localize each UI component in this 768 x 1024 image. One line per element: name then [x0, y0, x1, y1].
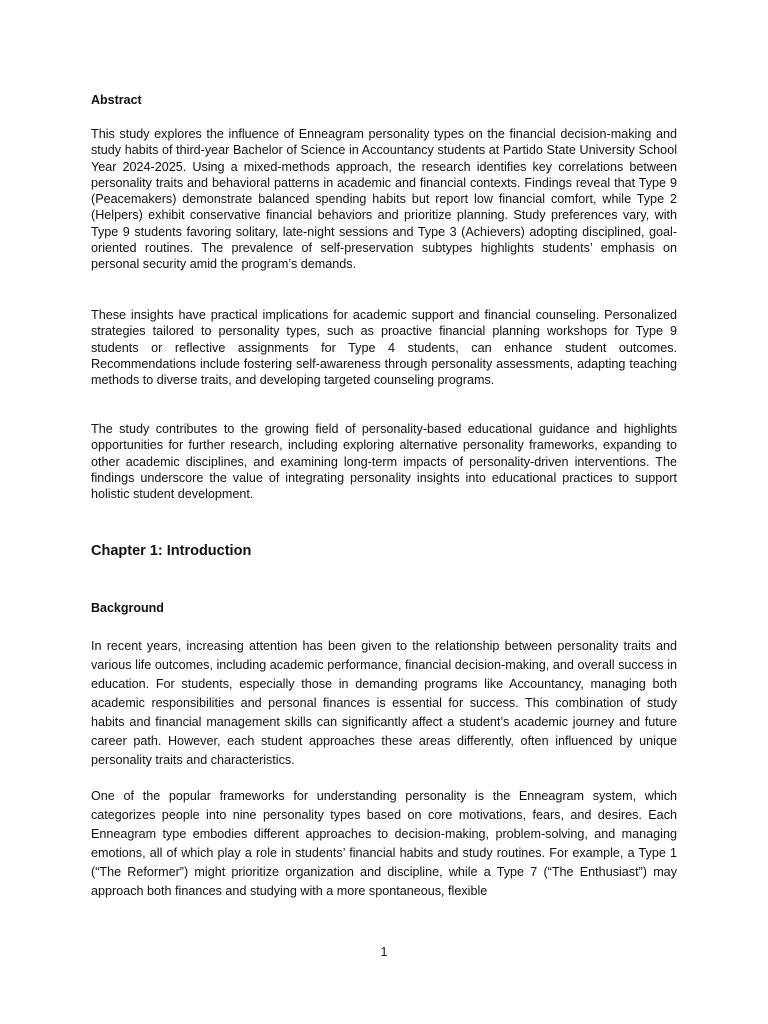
body-paragraph: One of the popular frameworks for understanding personality is the Enneagram system, which categorizes people into nine personality types based on core motivations, fears, and desires. Each Enneagram type embodies different approaches to decision-making, problem-solving, and managing emotions, all of which play a role in students’ financial habits and study routines. For example, a Type 1 (“The Reformer”) might prioritize organization and discipline, while a Type 7 (“The Enthusiast”) may approach both finances and studying with a more spontaneous, flexible	[91, 789, 677, 898]
abstract-heading: Abstract	[91, 93, 142, 107]
section-heading: Background	[91, 601, 164, 615]
chapter-title: Chapter 1: Introduction	[91, 543, 252, 559]
abstract-paragraph: This study explores the influence of Enneagram personality types on the financial decision-making and study habits of third-year Bachelor of Science in Accountancy students at Partido State University School Year 2024-2025. Using a mixed-methods approach, the research identifies key correlations between personality traits and behavioral patterns in academic and financial contexts. Findings reveal that Type 9 (Peacemakers) demonstrate balanced spending habits but report low financial comfort, while Type 2 (Helpers) exhibit conservative financial behaviors and prioritize planning. Study preferences vary, with Type 9 students favoring solitary, late-night sessions and Type 3 (Achievers) adopting disciplined, goal-oriented routines. The prevalence of self-preservation subtypes highlights students’ emphasis on personal security amid the program’s demands.	[91, 127, 677, 272]
body-paragraph: In recent years, increasing attention has been given to the relationship between personality traits and various life outcomes, including academic performance, financial decision-making, and overall success in education. For students, especially those in demanding programs like Accountancy, managing both academic responsibilities and personal finances is essential for success. This combination of study habits and financial management skills can significantly affect a student’s academic journey and future career path. However, each student approaches these areas differently, often influenced by unique personality traits and characteristics.	[91, 639, 677, 767]
page-number: 1	[380, 945, 388, 959]
abstract-paragraph: The study contributes to the growing field of personality-based educational guidance and highlights opportunities for further research, including exploring alternative personality frameworks, expanding to other academic disciplines, and examining long-term impacts of personality-driven interventions. The findings underscore the value of integrating personality insights into educational practices to support holistic student development.	[91, 422, 677, 502]
abstract-paragraph: These insights have practical implications for academic support and financial counseling. Personalized strategies tailored to personality types, such as proactive financial planning workshops for Type 9 students or reflective assignments for Type 4 students, can enhance student outcomes. Recommendations include fostering self-awareness through personality assessments, adapting teaching methods to diverse traits, and developing targeted counseling programs.	[91, 308, 677, 388]
